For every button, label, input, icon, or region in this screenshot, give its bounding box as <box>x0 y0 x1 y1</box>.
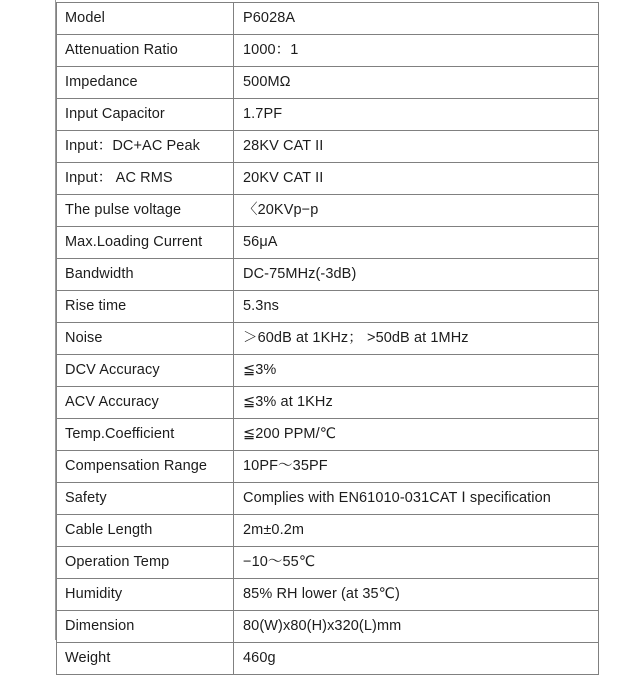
table-row <box>57 643 599 675</box>
spec-value: ≦3% at 1KHz <box>234 387 599 419</box>
table-row <box>57 195 599 227</box>
spec-label: Rise time <box>57 291 234 323</box>
table-row <box>57 3 599 35</box>
spec-value: 5.3ns <box>234 291 599 323</box>
spec-label: Cable Length <box>57 515 234 547</box>
table-row <box>57 323 599 355</box>
spec-label: Attenuation Ratio <box>57 35 234 67</box>
spec-value: ≦3% <box>234 355 599 387</box>
spec-label: Weight <box>57 643 234 675</box>
spec-label: Input：DC+AC Peak <box>57 131 234 163</box>
spec-value: 460g <box>234 643 599 675</box>
spec-value: ＞60dB at 1KHz； >50dB at 1MHz <box>234 323 599 355</box>
spec-value: 28KV CAT II <box>234 131 599 163</box>
table-row <box>57 67 599 99</box>
spec-value: −10～55℃ <box>234 547 599 579</box>
table-row <box>57 547 599 579</box>
spec-label: Safety <box>57 483 234 515</box>
spec-label: Dimension <box>57 611 234 643</box>
spec-value: 〈20KVp−p <box>234 195 599 227</box>
table-row <box>57 99 599 131</box>
spec-label: Bandwidth <box>57 259 234 291</box>
table-row <box>57 227 599 259</box>
table-row <box>57 611 599 643</box>
spec-value: 80(W)x80(H)x320(L)mm <box>234 611 599 643</box>
spec-label: The pulse voltage <box>57 195 234 227</box>
table-row <box>57 259 599 291</box>
table-row <box>57 387 599 419</box>
table-row <box>57 579 599 611</box>
spec-value: ≦200 PPM/℃ <box>234 419 599 451</box>
spec-value: P6028A <box>234 3 599 35</box>
table-row <box>57 515 599 547</box>
table-row <box>57 35 599 67</box>
spec-label: Input Capacitor <box>57 99 234 131</box>
spec-value: 10PF～35PF <box>234 451 599 483</box>
spec-value: 20KV CAT II <box>234 163 599 195</box>
spec-label: Temp.Coefficient <box>57 419 234 451</box>
table-row <box>57 291 599 323</box>
spec-label: Input： AC RMS <box>57 163 234 195</box>
spec-label: Model <box>57 3 234 35</box>
spec-label: Compensation Range <box>57 451 234 483</box>
specifications-table-body <box>57 3 599 675</box>
spec-value: 1000：1 <box>234 35 599 67</box>
spec-label: Operation Temp <box>57 547 234 579</box>
spec-value: 2m±0.2m <box>234 515 599 547</box>
spec-label: Impedance <box>57 67 234 99</box>
spec-label: ACV Accuracy <box>57 387 234 419</box>
spec-label: Humidity <box>57 579 234 611</box>
spec-label: DCV Accuracy <box>57 355 234 387</box>
table-row <box>57 483 599 515</box>
table-row <box>57 163 599 195</box>
spec-value: 1.7PF <box>234 99 599 131</box>
table-row <box>57 451 599 483</box>
specifications-table <box>56 2 599 675</box>
spec-label: Max.Loading Current <box>57 227 234 259</box>
table-row <box>57 131 599 163</box>
spec-value: Complies with EN61010-031CAT Ⅰ specification <box>234 483 599 515</box>
spec-label: Noise <box>57 323 234 355</box>
table-row <box>57 355 599 387</box>
table-row <box>57 419 599 451</box>
spec-value: 85% RH lower (at 35℃) <box>234 579 599 611</box>
spec-value: 500MΩ <box>234 67 599 99</box>
spec-value: 56μA <box>234 227 599 259</box>
spec-value: DC-75MHz(-3dB) <box>234 259 599 291</box>
